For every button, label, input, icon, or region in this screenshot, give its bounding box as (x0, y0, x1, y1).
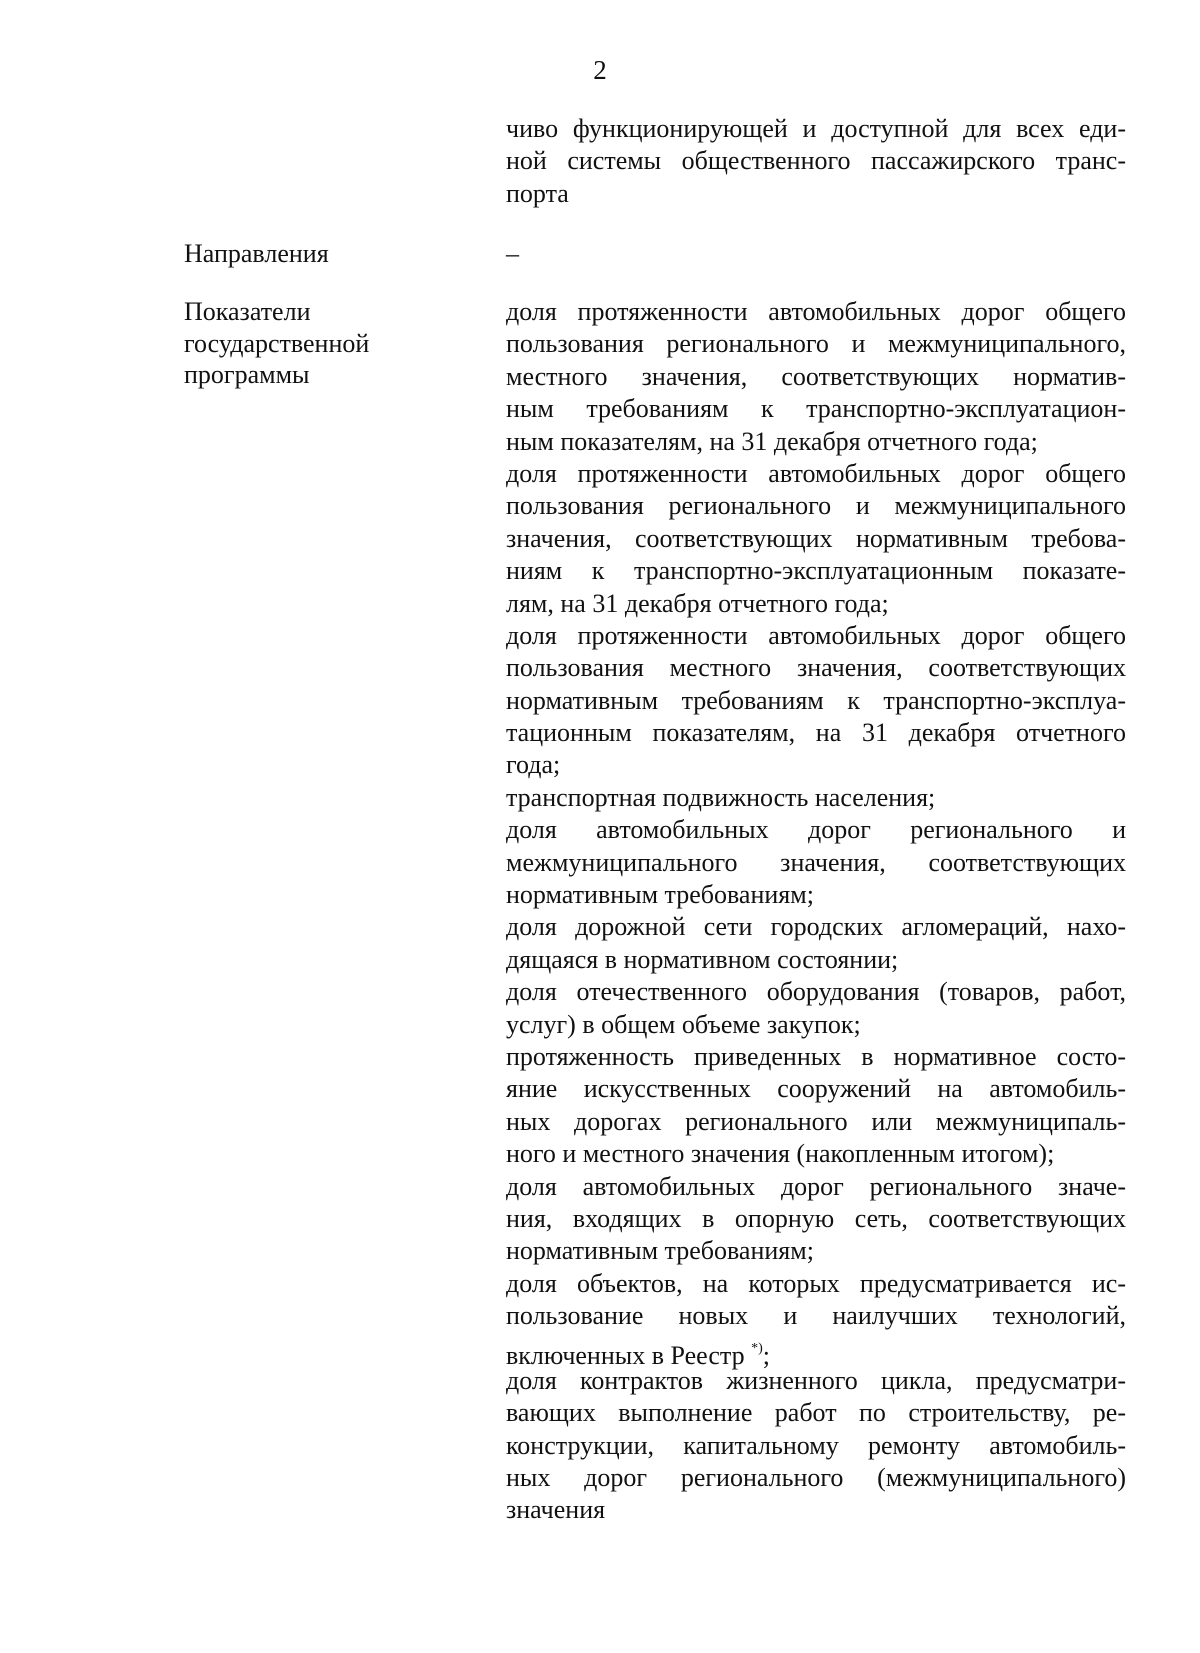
indicator-line: местного значения, соответствующих норматив- (506, 361, 1126, 391)
directions-label (184, 238, 434, 270)
directions-label-text: Направления (184, 239, 329, 268)
indicator-line: значения, соответствующих нормативным требова- (506, 523, 1126, 553)
indicator-line: конструкции, капитальному ремонту автомобиль- (506, 1430, 1126, 1460)
indicator-line: тационным показателям, на 31 декабря отчетного (506, 718, 1126, 748)
indicator-line: ным требованиям к транспортно-эксплуатацион- (506, 394, 1126, 424)
intro-line: порта (506, 178, 569, 208)
indicator-line: ных дорог регионального (межмуниципального) (506, 1463, 1126, 1493)
indicator-line: нормативным требованиям; (506, 1236, 814, 1266)
indicator-line: нормативным требованиям; (506, 880, 814, 910)
indicator-line: доля отечественного оборудования (товаров, работ, (506, 977, 1126, 1007)
indicator-line: яние искусственных сооружений на автомобиль- (506, 1074, 1126, 1104)
indicator-line: ного и местного значения (накопленным итогом); (506, 1139, 1055, 1169)
indicator-line: доля контрактов жизненного цикла, предусматри- (506, 1365, 1126, 1395)
footnote-suffix: ; (762, 1340, 770, 1370)
directions-value-text: – (506, 239, 519, 268)
indicator-line: доля протяженности автомобильных дорог общего (506, 297, 1126, 326)
indicator-line: лям, на 31 декабря отчетного года; (506, 588, 889, 618)
indicator-line: пользование новых и наилучших технологий, (506, 1301, 1126, 1331)
indicators-label-line: государственной (184, 328, 370, 358)
footnote-mark: *) (751, 1340, 763, 1356)
indicator-line: межмуниципального значения, соответствующих (506, 847, 1126, 877)
indicator-line-text: включенных в Реестр (506, 1340, 745, 1370)
indicator-line: дящаяся в нормативном состоянии; (506, 944, 899, 974)
indicator-line: ных дорогах регионального или межмуниципаль- (506, 1106, 1126, 1136)
indicator-line: доля автомобильных дорог регионального и (506, 815, 1126, 845)
intro-line: ной системы общественного пассажирского транс- (506, 146, 1126, 176)
indicator-line: ниям к транспортно-эксплуатационным показате- (506, 556, 1126, 586)
indicators-list (506, 296, 1126, 1527)
indicators-label-line: Показатели (184, 297, 311, 326)
indicator-line: пользования регионального и межмуниципального (506, 491, 1126, 521)
indicators-label-line: программы (184, 360, 310, 389)
indicator-line: нормативным требованиям к транспортно-эксплуа- (506, 685, 1126, 715)
indicator-line: года; (506, 750, 561, 780)
indicator-line-with-footnote (506, 1333, 1126, 1370)
indicators-label (184, 296, 434, 391)
indicator-line: доля автомобильных дорог регионального значе- (506, 1171, 1126, 1201)
indicator-line: пользования местного значения, соответствующих (506, 653, 1126, 683)
intro-text (506, 113, 1126, 210)
intro-line: чиво функционирующей и доступной для всех еди- (506, 114, 1126, 143)
indicator-line: доля объектов, на которых предусматривается ис- (506, 1268, 1126, 1298)
indicator-line: значения (506, 1495, 606, 1525)
indicator-line: доля протяженности автомобильных дорог общего (506, 458, 1126, 488)
indicator-line: пользования регионального и межмуниципального, (506, 329, 1126, 359)
indicator-line: ния, входящих в опорную сеть, соответствующих (506, 1203, 1126, 1233)
indicator-line: протяженность приведенных в нормативное состо- (506, 1041, 1126, 1071)
indicator-line: доля протяженности автомобильных дорог общего (506, 620, 1126, 650)
indicator-line: доля дорожной сети городских агломераций, нахо- (506, 912, 1126, 942)
indicator-line: ным показателям, на 31 декабря отчетного года; (506, 426, 1038, 456)
indicator-line: услуг) в общем объеме закупок; (506, 1009, 861, 1039)
indicator-line: вающих выполнение работ по строительству, ре- (506, 1398, 1126, 1428)
indicator-line: транспортная подвижность населения; (506, 782, 936, 812)
directions-value (506, 238, 1126, 270)
page-number: 2 (593, 55, 607, 85)
